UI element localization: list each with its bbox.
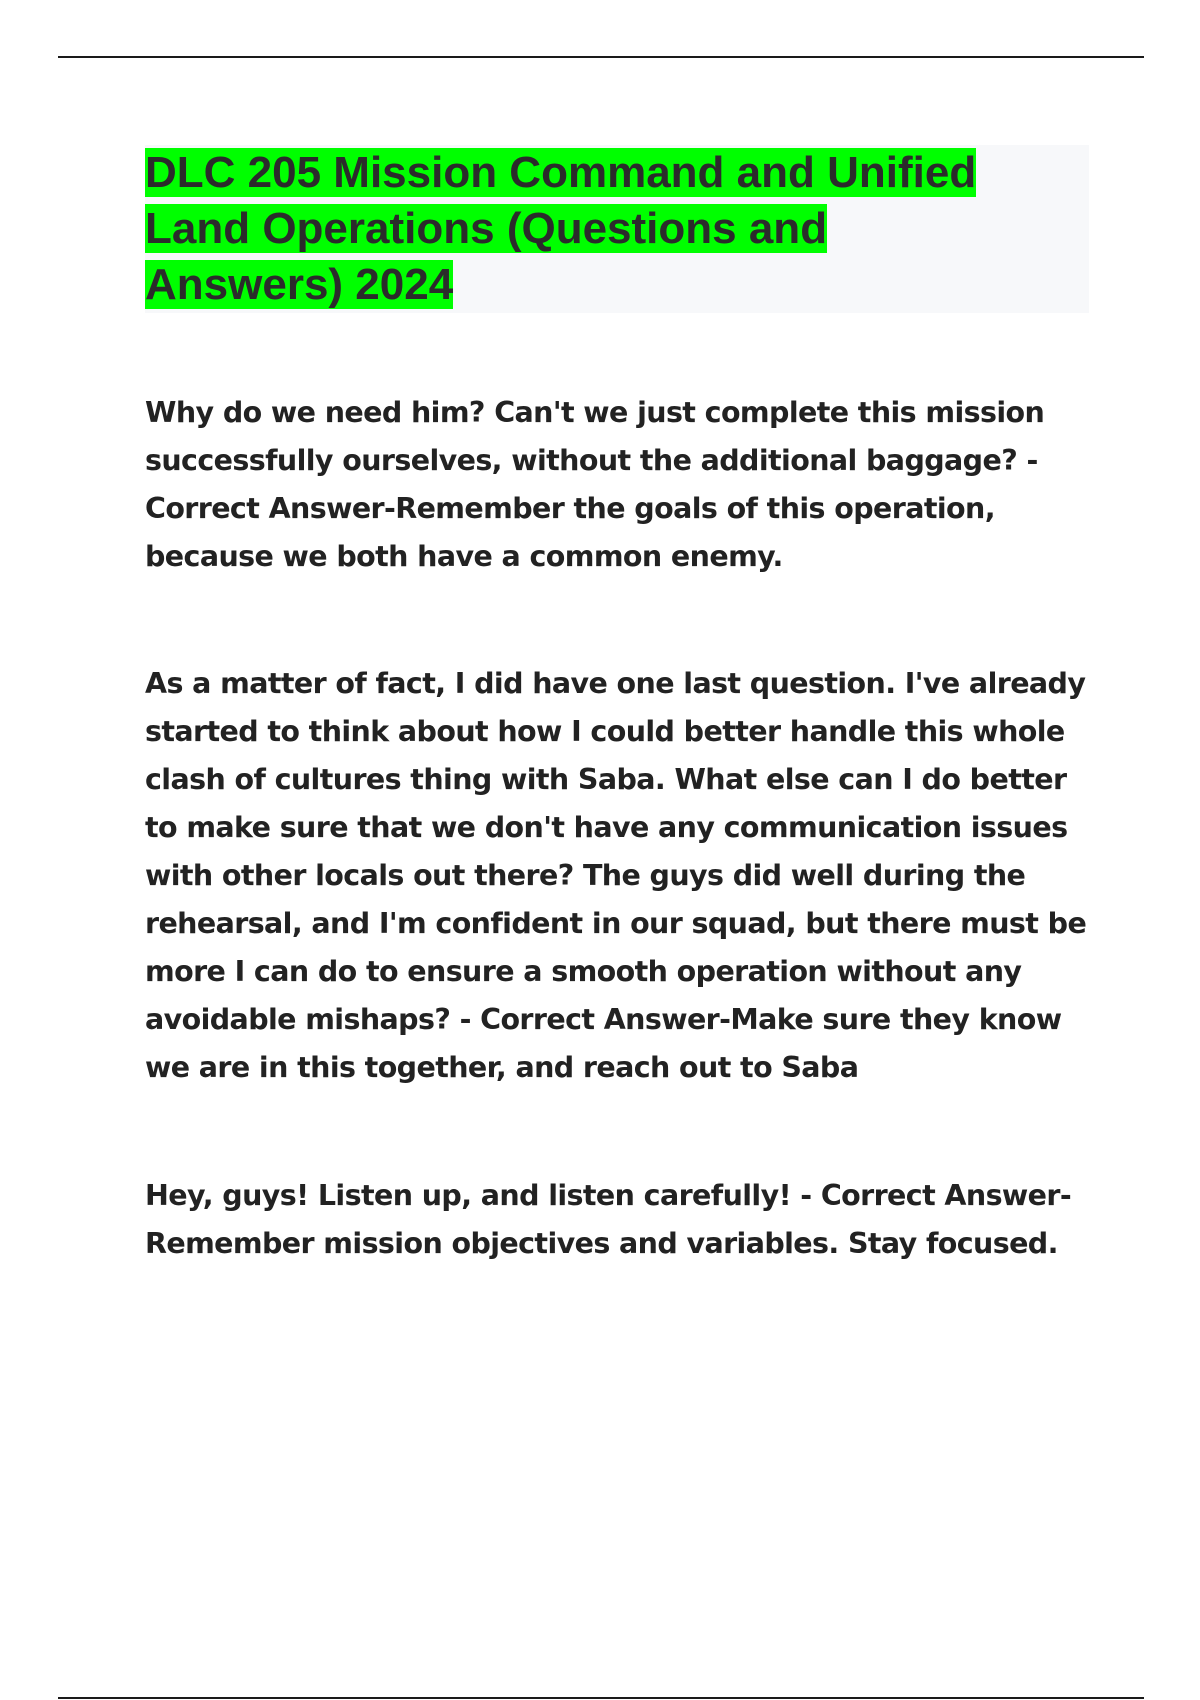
title-line-3: Answers) 2024	[145, 260, 454, 309]
qa-item-3: Hey, guys! Listen up, and listen carefully! - Correct Answer-Remember mission objectives and variables. Stay focused.	[145, 1179, 1072, 1260]
title-block	[145, 145, 1089, 313]
title-line-2: Land Operations (Questions and	[145, 204, 828, 253]
qa-item-1: Why do we need him? Can't we just complete this mission successfully ourselves, without the additional baggage? - Correct Answer-Remember the goals of this operation, because we both have a common enemy.	[145, 396, 1045, 573]
qa-item-2: As a matter of fact, I did have one last question. I've already started to think about how I could better handle this whole clash of cultures thing with Saba. What else can I do better to make sure that we don't have any communication issues with other locals out there? The guys did well during the rehearsal, and I'm confident in our squad, but there must be more I can do to ensure a smooth operation without any avoidable mishaps? - Correct Answer-Make sure they know we are in this together, and reach out to Saba	[145, 667, 1087, 1084]
bottom-divider	[58, 1697, 1144, 1699]
document-title	[145, 145, 1089, 313]
top-divider	[58, 56, 1144, 58]
title-line-1: DLC 205 Mission Command and Unified	[145, 148, 977, 197]
